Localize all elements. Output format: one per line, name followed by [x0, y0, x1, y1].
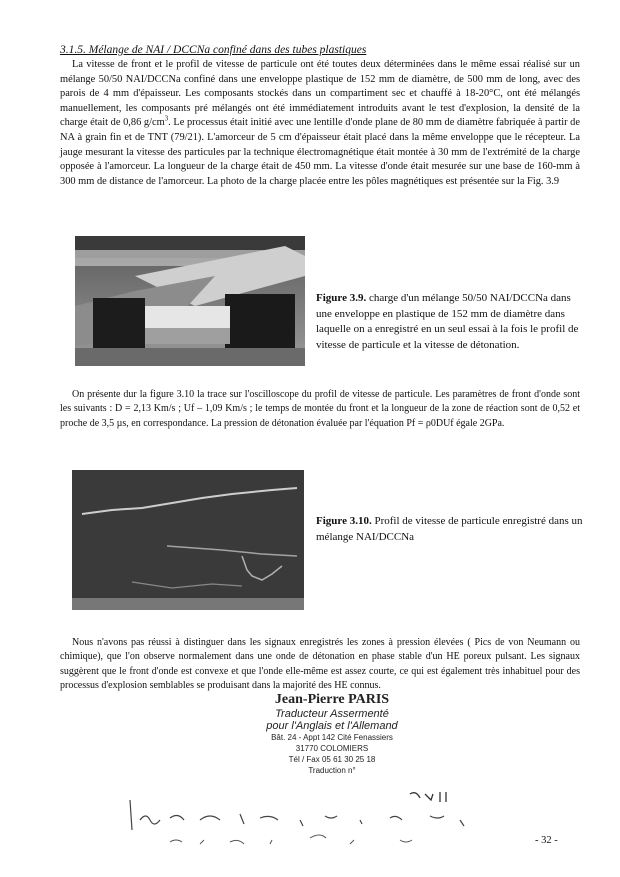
stamp-role-1: Traducteur Assermenté [275, 708, 389, 720]
stamp-phone: Tél / Fax 05 61 30 25 18 [288, 755, 376, 764]
figure-3-10-caption [316, 514, 584, 545]
figure-3-9-caption-text: charge d'un mélange 50/50 NAI/DCCNa dans une enveloppe en plastique de 152 mm de diamètre dans laquelle on a enregistré en un seul essai à la fois le profil de vitesse de particule et la vitesse de détonation. [316, 292, 579, 351]
stamp-address-2: 31770 COLOMIERS [295, 744, 369, 753]
figure-3-9-photo [75, 236, 305, 366]
figure-3-10-oscilloscope-trace [72, 470, 304, 610]
figure-3-10-label: Figure 3.10. [316, 515, 372, 527]
handwritten-signature [110, 790, 510, 850]
paragraph-3: Nous n'avons pas réussi à distinguer dans les signaux enregistrés les zones à pression élevées ( Pics de von Neumann ou chimique), que l'on observe normalement dans une onde de détonation en phase stable d'un HE poreux pulsant. Les signaux suggèrent que le front d'onde est convexe et que l'onde elle-même est assez courte, ce qui est également très inhabituel pour des processus d'explosion semblables se produisant dans la majorité des HE connus. [60, 637, 580, 692]
translator-stamp [252, 692, 412, 792]
charge-photo-image [75, 236, 305, 366]
figure-3-9-caption [316, 291, 584, 353]
section-heading: 3.1.5. Mélange de NAI / DCCNa confiné dans des tubes plastiques [60, 44, 367, 56]
stamp-role-2: pour l'Anglais et l'Allemand [266, 720, 398, 732]
superscript-3: 3 [164, 114, 169, 123]
stamp-address-1: Bât. 24 - Appt 142 Cité Fenassiers [271, 733, 393, 742]
paragraph-2: On présente dur la figure 3.10 la trace sur l'oscilloscope du profil de vitesse de particule. Les paramètres de front d'onde sont les suivants : D = 2,13 Km/s ; Uf – 1,09 Km/s ; le temps de montée du front et la longueur de la zone de réaction sont de 0,52 et proche de 3,5 µs, en correspondance. La pression de détonation évaluée par l'équation Pf = ρ0DUf égale 2GPa. [60, 389, 580, 429]
page-number: - 32 - [535, 835, 558, 846]
stamp-traduction: Traduction n° [308, 766, 356, 775]
figure-3-9-label: Figure 3.9. [316, 292, 367, 304]
stamp-name: Jean-Pierre PARIS [274, 692, 390, 707]
oscilloscope-image [72, 470, 304, 610]
paragraph-1 [60, 58, 580, 189]
paragraph-1-text: La vitesse de front et le profil de vitesse de particule ont été toutes deux déterminées dans le même essai réalisé sur un mélange 50/50 NAI/DCCNa confiné dans une enveloppe plastique de 152 mm de diamètre, de 500 mm de long, avec des parois de 4 mm d'épaisseur. Les composants stockés dans un compartiment sec et chauffé à 18-20°C, ont été mélangés manuellement, les composants pré mélangés ont été immédiatement introduits avant le test d'explosion, la densité de la charge était de 0,86 g/cm [60, 59, 580, 129]
figure-3-10-caption-text: Profil de vitesse de particule enregistré dans un mélange NAI/DCCNa [316, 515, 583, 543]
paragraph-1-text-cont: . Le processus était initié avec une lentille d'onde plane de 80 mm de diamètre fabriquée à partir de NA à grain fin et de TNT (79/21). L'amorceur de 5 cm d'épaisseur était placé dans la même enveloppe que le récepteur. La jauge mesurant la vitesse des particules par la technique électromagnétique était montée à 30 mm de l'extrémité de la charge opposée à l'amorceur. La longueur de la charge était de 450 mm. La vitesse d'onde était mesurée sur une base de 160-mm à 300 mm de distance de l'amorceur. La photo de la charge placée entre les pôles magnétiques est présentée sur la Fig. 3.9 [60, 117, 580, 187]
